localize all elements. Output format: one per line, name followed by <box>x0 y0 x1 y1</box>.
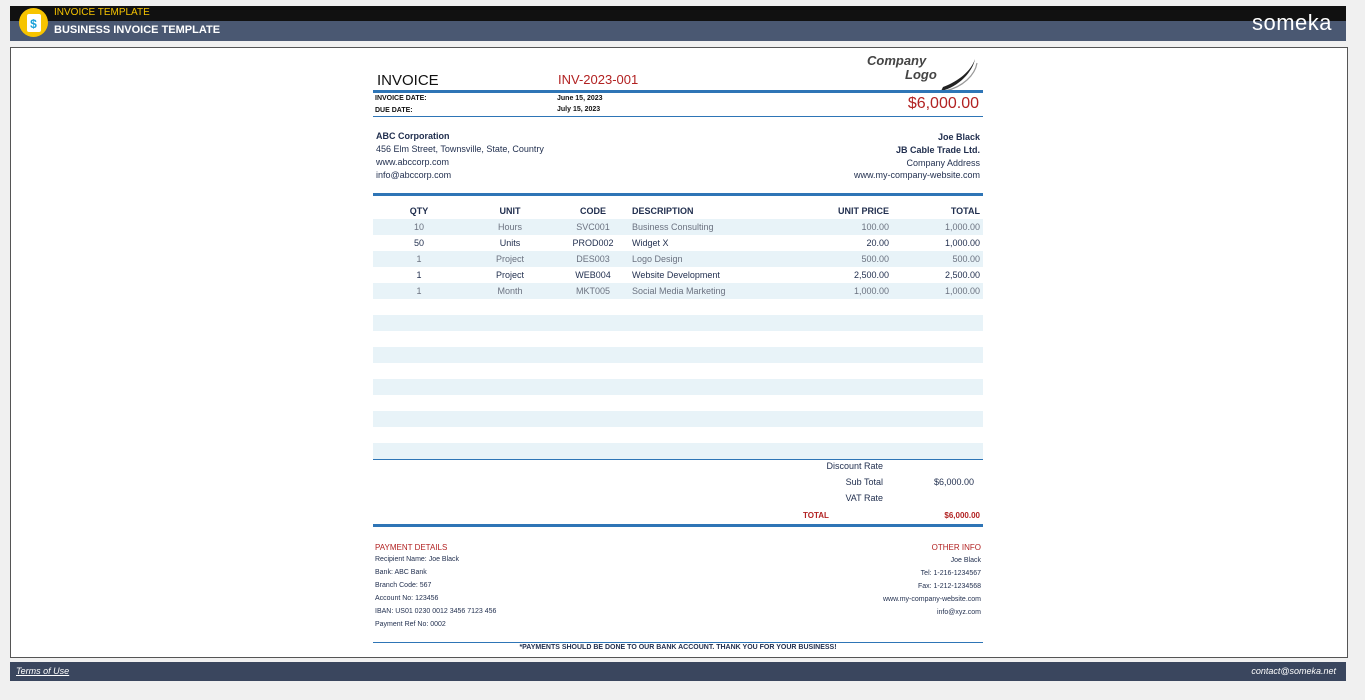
col-header-code: CODE <box>579 206 606 216</box>
cell-code[interactable]: SVC001 <box>576 222 610 232</box>
cell-unit-price[interactable]: 20.00 <box>866 238 889 248</box>
vat-rate-label: VAT Rate <box>845 493 883 503</box>
app-header <box>10 6 1346 41</box>
cell-total: 1,000.00 <box>944 238 980 248</box>
cell-description[interactable]: Business Consulting <box>632 222 714 232</box>
cell-total: 1,000.00 <box>944 222 980 232</box>
other-website[interactable]: www.my-company-website.com <box>882 596 981 603</box>
cell-code[interactable]: MKT005 <box>575 286 610 296</box>
empty-table-row[interactable] <box>373 299 983 315</box>
cell-unit-price[interactable]: 500.00 <box>861 254 889 264</box>
empty-table-row[interactable] <box>373 411 983 427</box>
payment-note: *PAYMENTS SHOULD BE DONE TO OUR BANK ACCOUNT. THANK YOU FOR YOUR BUSINESS! <box>519 644 837 651</box>
col-header-description: DESCRIPTION <box>632 206 694 216</box>
col-header-qty: QTY <box>409 206 429 216</box>
cell-qty[interactable]: 1 <box>416 254 422 264</box>
cell-qty[interactable]: 1 <box>416 270 422 280</box>
from-email[interactable]: info@abccorp.com <box>376 170 452 180</box>
table-row[interactable] <box>373 267 983 283</box>
col-header-unit-price: UNIT PRICE <box>837 206 889 216</box>
cell-qty[interactable]: 1 <box>416 286 422 296</box>
invoice-date-label: INVOICE DATE: <box>375 95 427 102</box>
company-logo[interactable] <box>867 53 977 91</box>
empty-table-row[interactable] <box>373 427 983 443</box>
payment-iban[interactable]: IBAN: US01 0230 0012 3456 7123 456 <box>375 608 497 615</box>
cell-unit-price[interactable]: 2,500.00 <box>853 270 889 280</box>
cell-qty[interactable]: 10 <box>413 222 424 232</box>
address-divider <box>373 193 983 196</box>
payment-details-heading: PAYMENT DETAILS <box>375 543 448 552</box>
cell-unit-price[interactable]: 1,000.00 <box>853 286 889 296</box>
header-divider <box>373 90 983 93</box>
header-top-strip <box>10 6 1346 21</box>
from-website[interactable]: www.abccorp.com <box>376 157 450 167</box>
to-website[interactable]: www.my-company-website.com <box>853 170 980 180</box>
empty-table-row[interactable] <box>373 363 983 379</box>
note-divider <box>373 642 983 643</box>
grand-total-value: $6,000.00 <box>944 511 980 520</box>
brand-logo[interactable]: someka <box>1251 10 1332 35</box>
from-company[interactable]: ABC Corporation <box>376 131 450 141</box>
due-date-value[interactable]: July 15, 2023 <box>557 106 601 113</box>
cell-unit[interactable]: Project <box>495 270 524 280</box>
app-subtitle: INVOICE TEMPLATE <box>54 7 150 18</box>
empty-table-row[interactable] <box>373 347 983 363</box>
table-row[interactable] <box>373 219 983 235</box>
dates-divider <box>373 116 983 117</box>
cell-description[interactable]: Widget X <box>632 238 669 248</box>
payment-bank[interactable]: Bank: ABC Bank <box>375 569 427 576</box>
cell-unit[interactable]: Hours <box>497 222 522 232</box>
cell-total: 1,000.00 <box>944 286 980 296</box>
cell-qty[interactable]: 50 <box>413 238 424 248</box>
cell-unit[interactable]: Project <box>495 254 524 264</box>
table-bottom-divider <box>373 459 983 460</box>
invoice-date-value[interactable]: June 15, 2023 <box>557 95 603 102</box>
empty-table-row[interactable] <box>373 443 983 459</box>
payment-recipient[interactable]: Recipient Name: Joe Black <box>375 556 460 563</box>
from-address[interactable]: 456 Elm Street, Townsville, State, Country <box>376 144 544 154</box>
discount-rate-label: Discount Rate <box>826 461 883 471</box>
col-header-unit: UNIT <box>499 206 521 216</box>
invoice-total-amount: $6,000.00 <box>907 95 979 112</box>
cell-total: 500.00 <box>952 254 980 264</box>
terms-of-use-link[interactable]: Terms of Use <box>16 666 70 676</box>
empty-table-row[interactable] <box>373 395 983 411</box>
cell-code[interactable]: PROD002 <box>572 238 614 248</box>
empty-table-row[interactable] <box>373 331 983 347</box>
payment-branch[interactable]: Branch Code: 567 <box>375 582 432 589</box>
other-name[interactable]: Joe Black <box>950 557 981 564</box>
cell-code[interactable]: WEB004 <box>575 270 611 280</box>
col-header-total: TOTAL <box>950 206 980 216</box>
cell-unit-price[interactable]: 100.00 <box>861 222 889 232</box>
to-company[interactable]: JB Cable Trade Ltd. <box>895 145 980 155</box>
cell-unit[interactable]: Units <box>499 238 521 248</box>
other-fax[interactable]: Fax: 1-212-1234568 <box>917 583 981 590</box>
to-address[interactable]: Company Address <box>906 158 980 168</box>
logo-line-1: Company <box>867 53 927 68</box>
cell-unit[interactable]: Month <box>497 286 523 296</box>
to-name[interactable]: Joe Black <box>937 132 980 142</box>
cell-description[interactable]: Website Development <box>632 270 720 280</box>
other-email[interactable]: info@xyz.com <box>936 609 981 616</box>
payment-account[interactable]: Account No: 123456 <box>375 595 439 602</box>
table-row[interactable] <box>373 251 983 267</box>
logo-swoosh-icon <box>929 57 979 93</box>
empty-table-row[interactable] <box>373 379 983 395</box>
subtotal-label: Sub Total <box>845 477 883 487</box>
table-row[interactable] <box>373 235 983 251</box>
app-title: BUSINESS INVOICE TEMPLATE <box>54 24 221 36</box>
cell-description[interactable]: Logo Design <box>632 254 683 264</box>
due-date-label: DUE DATE: <box>375 107 413 114</box>
cell-total: 2,500.00 <box>944 270 980 280</box>
other-tel[interactable]: Tel: 1-216-1234567 <box>920 570 981 577</box>
invoice-document <box>373 47 983 659</box>
invoice-number[interactable]: INV-2023-001 <box>558 72 639 87</box>
cell-code[interactable]: DES003 <box>576 254 610 264</box>
invoice-dollar-icon: $ <box>19 8 48 37</box>
empty-table-row[interactable] <box>373 315 983 331</box>
other-info-heading: OTHER INFO <box>931 543 981 552</box>
contact-email[interactable]: contact@someka.net <box>1251 666 1336 676</box>
table-row[interactable] <box>373 283 983 299</box>
payment-ref[interactable]: Payment Ref No: 0002 <box>375 621 446 628</box>
app-footer <box>10 662 1346 681</box>
grand-total-label: TOTAL <box>803 511 829 520</box>
logo-line-2: Logo <box>905 67 937 82</box>
totals-divider <box>373 524 983 527</box>
subtotal-value: $6,000.00 <box>933 477 974 487</box>
invoice-heading: INVOICE <box>377 72 439 89</box>
cell-description[interactable]: Social Media Marketing <box>632 286 726 296</box>
